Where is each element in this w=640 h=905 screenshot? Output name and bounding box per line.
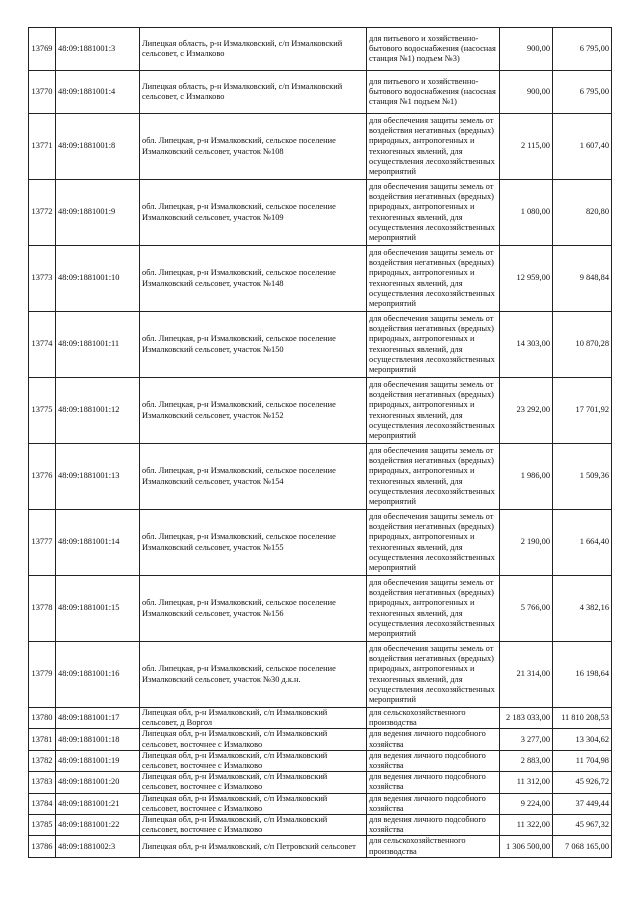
cadastral-number-cell: 48:09:1881001:15 [56, 576, 140, 642]
cadastral-value-cell: 6 795,00 [553, 28, 612, 71]
area-cell: 2 115,00 [500, 114, 553, 180]
area-cell: 11 312,00 [500, 772, 553, 793]
cadastral-number-cell: 48:09:1881001:8 [56, 114, 140, 180]
row-number-cell: 13775 [29, 378, 56, 444]
address-cell: обл. Липецкая, р-н Измалковский, сельское поселение Измалковский сельсовет, участок №109 [140, 180, 367, 246]
address-cell: обл. Липецкая, р-н Измалковский, сельское поселение Измалковский сельсовет, участок №155 [140, 510, 367, 576]
cadastral-number-cell: 48:09:1881001:4 [56, 71, 140, 114]
cadastral-value-cell: 37 449,44 [553, 793, 612, 814]
permitted-use-cell: для обеспечения защиты земель от воздействия негативных (вредных) природных, антропогенных и техногенных явлений, для осуществления лесохозяйственных мероприятий [367, 180, 500, 246]
table-row [29, 793, 612, 814]
row-number-cell: 13780 [29, 708, 56, 729]
address-cell: Липецкая обл, р-н Измалковский, с/п Измалковский сельсовет, восточнее с Измалково [140, 793, 367, 814]
address-cell: обл. Липецкая, р-н Измалковский, сельское поселение Измалковский сельсовет, участок №152 [140, 378, 367, 444]
permitted-use-cell: для обеспечения защиты земель от воздействия негативных (вредных) природных, антропогенных и техногенных явлений, для осуществления лесохозяйственных мероприятий [367, 312, 500, 378]
table-row [29, 180, 612, 246]
area-cell: 14 303,00 [500, 312, 553, 378]
table-row [29, 444, 612, 510]
cadastral-number-cell: 48:09:1881001:9 [56, 180, 140, 246]
area-cell: 5 766,00 [500, 576, 553, 642]
table-body [29, 28, 612, 858]
cadastral-value-cell: 1 664,40 [553, 510, 612, 576]
permitted-use-cell: для ведения личного подсобного хозяйства [367, 772, 500, 793]
permitted-use-cell: для обеспечения защиты земель от воздействия негативных (вредных) природных, антропогенных и техногенных явлений, для осуществления лесохозяйственных мероприятий [367, 510, 500, 576]
cadastral-value-cell: 1 607,40 [553, 114, 612, 180]
land-plots-table [28, 27, 612, 858]
address-cell: Липецкая область, р-н Измалковский, с/п Измалковский сельсовет, с Измалково [140, 71, 367, 114]
cadastral-number-cell: 48:09:1881001:16 [56, 642, 140, 708]
address-cell: обл. Липецкая, р-н Измалковский, сельское поселение Измалковский сельсовет, участок №150 [140, 312, 367, 378]
row-number-cell: 13771 [29, 114, 56, 180]
cadastral-number-cell: 48:09:1881001:14 [56, 510, 140, 576]
area-cell: 1 306 500,00 [500, 836, 553, 857]
cadastral-value-cell: 13 304,62 [553, 729, 612, 750]
table-row [29, 71, 612, 114]
row-number-cell: 13777 [29, 510, 56, 576]
cadastral-value-cell: 9 848,84 [553, 246, 612, 312]
area-cell: 2 190,00 [500, 510, 553, 576]
permitted-use-cell: для ведения личного подсобного хозяйства [367, 815, 500, 836]
address-cell: Липецкая обл, р-н Измалковский, с/п Измалковский сельсовет, восточнее с Измалково [140, 815, 367, 836]
area-cell: 21 314,00 [500, 642, 553, 708]
area-cell: 3 277,00 [500, 729, 553, 750]
table-row [29, 576, 612, 642]
address-cell: обл. Липецкая, р-н Измалковский, сельское поселение Измалковский сельсовет, участок №148 [140, 246, 367, 312]
row-number-cell: 13785 [29, 815, 56, 836]
cadastral-number-cell: 48:09:1881001:22 [56, 815, 140, 836]
table-row [29, 114, 612, 180]
row-number-cell: 13781 [29, 729, 56, 750]
document-page [28, 27, 612, 858]
address-cell: Липецкая обл, р-н Измалковский, с/п Измалковский сельсовет, д Воргол [140, 708, 367, 729]
cadastral-value-cell: 45 967,32 [553, 815, 612, 836]
area-cell: 900,00 [500, 71, 553, 114]
row-number-cell: 13782 [29, 750, 56, 771]
cadastral-value-cell: 6 795,00 [553, 71, 612, 114]
area-cell: 2 883,00 [500, 750, 553, 771]
row-number-cell: 13769 [29, 28, 56, 71]
row-number-cell: 13772 [29, 180, 56, 246]
cadastral-value-cell: 1 509,36 [553, 444, 612, 510]
permitted-use-cell: для сельскохозяйственного производства [367, 836, 500, 857]
table-row [29, 815, 612, 836]
address-cell: обл. Липецкая, р-н Измалковский, сельское поселение Измалковский сельсовет, участок №156 [140, 576, 367, 642]
permitted-use-cell: для питьевого и хозяйственно-бытового водоснабжения (насосная станция №1) подъем №3) [367, 28, 500, 71]
row-number-cell: 13784 [29, 793, 56, 814]
cadastral-value-cell: 45 926,72 [553, 772, 612, 793]
address-cell: Липецкая обл, р-н Измалковский, с/п Измалковский сельсовет, восточнее с Измалково [140, 750, 367, 771]
row-number-cell: 13774 [29, 312, 56, 378]
cadastral-value-cell: 11 810 208,53 [553, 708, 612, 729]
permitted-use-cell: для обеспечения защиты земель от воздействия негативных (вредных) природных, антропогенных и техногенных явлений, для осуществления лесохозяйственных мероприятий [367, 444, 500, 510]
table-row [29, 312, 612, 378]
table-row [29, 772, 612, 793]
cadastral-number-cell: 48:09:1881002:3 [56, 836, 140, 857]
cadastral-number-cell: 48:09:1881001:20 [56, 772, 140, 793]
cadastral-number-cell: 48:09:1881001:11 [56, 312, 140, 378]
table-row [29, 510, 612, 576]
row-number-cell: 13779 [29, 642, 56, 708]
area-cell: 900,00 [500, 28, 553, 71]
permitted-use-cell: для сельскохозяйственного производства [367, 708, 500, 729]
cadastral-value-cell: 11 704,98 [553, 750, 612, 771]
cadastral-value-cell: 4 382,16 [553, 576, 612, 642]
permitted-use-cell: для ведения личного подсобного хозяйства [367, 729, 500, 750]
permitted-use-cell: для ведения личного подсобного хозяйства [367, 793, 500, 814]
cadastral-number-cell: 48:09:1881001:18 [56, 729, 140, 750]
area-cell: 23 292,00 [500, 378, 553, 444]
permitted-use-cell: для ведения личного подсобного хозяйства [367, 750, 500, 771]
cadastral-value-cell: 820,80 [553, 180, 612, 246]
cadastral-number-cell: 48:09:1881001:21 [56, 793, 140, 814]
table-row [29, 642, 612, 708]
address-cell: обл. Липецкая, р-н Измалковский, сельское поселение Измалковский сельсовет, участок №154 [140, 444, 367, 510]
permitted-use-cell: для обеспечения защиты земель от воздействия негативных (вредных) природных, антропогенных и техногенных явлений, для осуществления лесохозяйственных мероприятий [367, 114, 500, 180]
area-cell: 11 322,00 [500, 815, 553, 836]
cadastral-number-cell: 48:09:1881001:10 [56, 246, 140, 312]
table-row [29, 28, 612, 71]
table-row [29, 836, 612, 857]
address-cell: Липецкая обл, р-н Измалковский, с/п Петровский сельсовет [140, 836, 367, 857]
cadastral-value-cell: 16 198,64 [553, 642, 612, 708]
address-cell: Липецкая обл, р-н Измалковский, с/п Измалковский сельсовет, восточнее с Измалково [140, 772, 367, 793]
cadastral-number-cell: 48:09:1881001:19 [56, 750, 140, 771]
permitted-use-cell: для обеспечения защиты земель от воздействия негативных (вредных) природных, антропогенных и техногенных явлений, для осуществления лесохозяйственных мероприятий [367, 246, 500, 312]
address-cell: Липецкая обл, р-н Измалковский, с/п Измалковский сельсовет, восточнее с Измалково [140, 729, 367, 750]
area-cell: 9 224,00 [500, 793, 553, 814]
row-number-cell: 13776 [29, 444, 56, 510]
row-number-cell: 13770 [29, 71, 56, 114]
row-number-cell: 13778 [29, 576, 56, 642]
area-cell: 12 959,00 [500, 246, 553, 312]
cadastral-number-cell: 48:09:1881001:17 [56, 708, 140, 729]
address-cell: Липецкая область, р-н Измалковский, с/п Измалковский сельсовет, с Измалково [140, 28, 367, 71]
area-cell: 1 986,00 [500, 444, 553, 510]
table-row [29, 246, 612, 312]
cadastral-value-cell: 17 701,92 [553, 378, 612, 444]
permitted-use-cell: для обеспечения защиты земель от воздействия негативных (вредных) природных, антропогенных и техногенных явлений, для осуществления лесохозяйственных мероприятий [367, 576, 500, 642]
cadastral-number-cell: 48:09:1881001:12 [56, 378, 140, 444]
table-row [29, 750, 612, 771]
address-cell: обл. Липецкая, р-н Измалковский, сельское поселение Измалковский сельсовет, участок №30 д.к.н. [140, 642, 367, 708]
table-row [29, 729, 612, 750]
area-cell: 1 080,00 [500, 180, 553, 246]
row-number-cell: 13786 [29, 836, 56, 857]
cadastral-number-cell: 48:09:1881001:13 [56, 444, 140, 510]
row-number-cell: 13783 [29, 772, 56, 793]
cadastral-number-cell: 48:09:1881001:3 [56, 28, 140, 71]
cadastral-value-cell: 10 870,28 [553, 312, 612, 378]
permitted-use-cell: для обеспечения защиты земель от воздействия негативных (вредных) природных, антропогенных и техногенных явлений, для осуществления лесохозяйственных мероприятий [367, 642, 500, 708]
cadastral-value-cell: 7 068 165,00 [553, 836, 612, 857]
permitted-use-cell: для питьевого и хозяйственно-бытового водоснабжения (насосная станция №1 подъем №1) [367, 71, 500, 114]
table-row [29, 378, 612, 444]
row-number-cell: 13773 [29, 246, 56, 312]
area-cell: 2 183 033,00 [500, 708, 553, 729]
table-row [29, 708, 612, 729]
permitted-use-cell: для обеспечения защиты земель от воздействия негативных (вредных) природных, антропогенных и техногенных явлений, для осуществления лесохозяйственных мероприятий [367, 378, 500, 444]
address-cell: обл. Липецкая, р-н Измалковский, сельское поселение Измалковский сельсовет, участок №108 [140, 114, 367, 180]
